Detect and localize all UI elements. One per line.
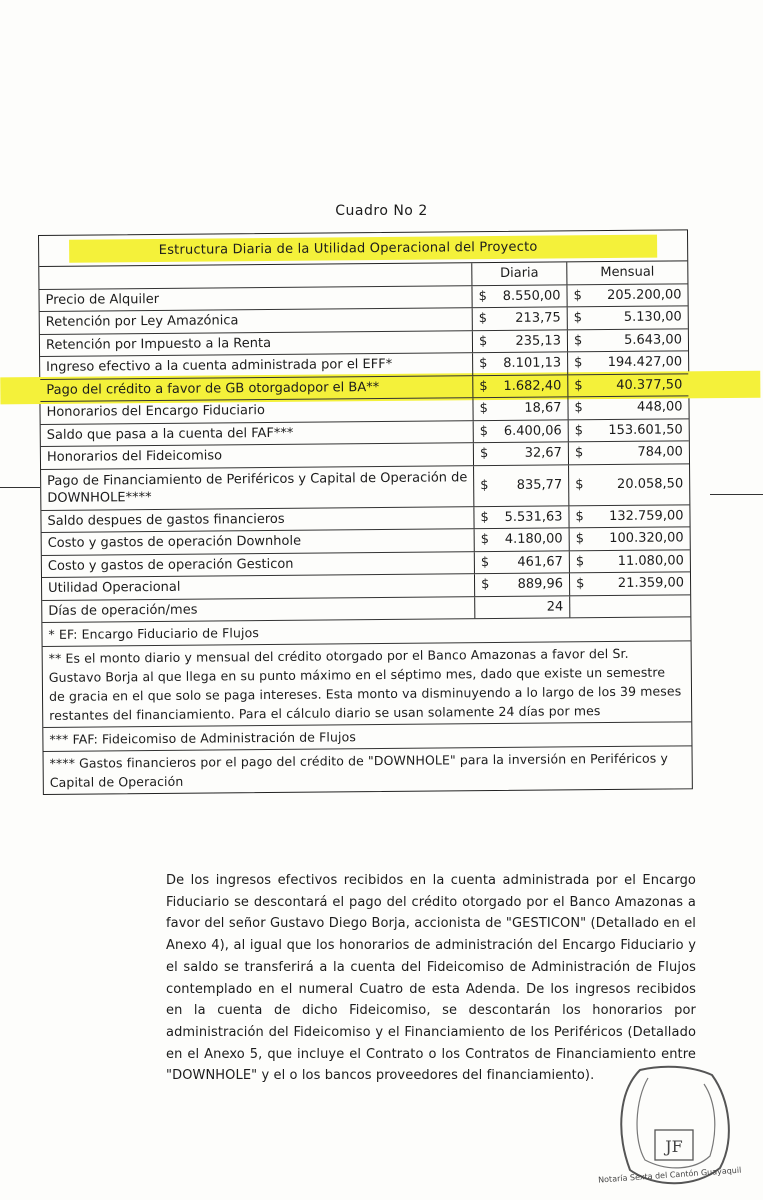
footnote-1: * EF: Encargo Fiduciario de Flujos: [42, 617, 690, 647]
currency-symbol: $: [575, 553, 585, 570]
currency-symbol: $: [479, 378, 488, 394]
currency-symbol: $: [574, 355, 583, 371]
mensual-value: 20.058,50: [616, 476, 684, 492]
diaria-value: 8.550,00: [502, 288, 561, 304]
row-label: Costo y gastos de operación Downhole: [47, 533, 302, 552]
diaria-cell: [473, 420, 569, 442]
currency-symbol: $: [576, 576, 585, 592]
mensual-value: 100.320,00: [609, 530, 684, 547]
currency-symbol: $: [575, 531, 585, 547]
currency-symbol: $: [478, 288, 487, 304]
mensual-value: 5.643,00: [623, 332, 683, 348]
currency-symbol: $: [479, 423, 489, 439]
mensual-cell: [568, 306, 688, 329]
margin-mark-right: [710, 494, 763, 495]
diaria-cell: [472, 375, 568, 397]
mensual-value: 448,00: [636, 399, 683, 416]
diaria-cell: [472, 397, 568, 419]
table-row: [41, 464, 689, 511]
row-label: Ingreso efectivo a la cuenta administrada por el EFF*: [46, 357, 393, 376]
mensual-cell: [567, 284, 687, 307]
mensual-cell: [568, 374, 688, 397]
diaria-cell: [472, 307, 568, 329]
mensual-cell: [570, 572, 690, 595]
mensual-value: 205.200,00: [607, 287, 682, 303]
currency-symbol: $: [573, 310, 583, 326]
row-label: Costo y gastos de operación Gesticon: [47, 556, 294, 574]
row-label: Pago de Financiamiento de Periféricos y Capital de Operación de DOWNHOLE****: [47, 469, 468, 506]
diaria-cell: [474, 528, 570, 550]
days-value: 24: [546, 599, 564, 615]
currency-symbol: $: [480, 532, 490, 548]
currency-symbol: $: [574, 423, 584, 439]
diaria-cell: [473, 506, 569, 528]
table-caption: Cuadro No 2: [335, 203, 428, 219]
diaria-value: 889,96: [517, 576, 564, 593]
diaria-value: 4.180,00: [504, 531, 563, 548]
currency-symbol: $: [574, 378, 583, 394]
diaria-value: 835,77: [516, 477, 563, 493]
footnote-3: *** FAF: Fideicomiso de Administración de Flujos: [43, 722, 691, 752]
mensual-cell: [569, 464, 689, 505]
mensual-value: 194.427,00: [607, 354, 683, 371]
diaria-value: 213,75: [515, 310, 561, 327]
diaria-cell: [474, 551, 570, 573]
row-label: Utilidad Operacional: [48, 580, 181, 597]
table-title: Estructura Diaria de la Utilidad Operacional del Proyecto: [69, 234, 658, 262]
mensual-value: 21.359,00: [617, 575, 685, 592]
column-header-diaria: [471, 262, 567, 284]
table-body: [39, 284, 690, 601]
currency-symbol: $: [481, 577, 490, 593]
row-label: Retención por Ley Amazónica: [45, 313, 239, 331]
mensual-value: 11.080,00: [617, 553, 684, 569]
diaria-cell: [471, 285, 567, 307]
row-label: Saldo despues de gastos financieros: [47, 511, 285, 529]
mensual-value: 5.130,00: [623, 309, 682, 326]
mensual-value: 784,00: [637, 444, 683, 461]
seal-text: Notaría Sexta del Cantón Guayaquil: [597, 1165, 742, 1185]
row-label: Honorarios del Encargo Fiduciario: [46, 403, 265, 421]
mensual-cell: [570, 550, 690, 573]
mensual-cell: [570, 527, 690, 550]
currency-symbol: $: [479, 401, 488, 417]
column-header-diaria-text: Diaria: [500, 265, 539, 282]
currency-symbol: $: [573, 288, 582, 304]
currency-symbol: $: [574, 445, 584, 461]
diaria-cell: [474, 573, 570, 595]
mensual-cell: [569, 419, 689, 442]
seal-mark: JF: [665, 1137, 683, 1156]
diaria-cell: [473, 442, 569, 464]
mensual-value: 40.377,50: [616, 377, 683, 393]
days-label: Días de operación/mes: [48, 602, 198, 619]
currency-symbol: $: [575, 477, 584, 493]
currency-symbol: $: [480, 478, 489, 494]
diaria-value: 1.682,40: [503, 378, 562, 394]
diaria-cell: [473, 465, 569, 506]
diaria-value: 6.400,06: [503, 423, 562, 439]
row-label: Retención por Impuesto a la Renta: [45, 335, 272, 353]
footnote-2: ** Es el monto diario y mensual del crédito otorgado por el Banco Amazonas a favor del Sr. Gustavo Borja al que llega en su punto máximo en el séptimo mes, dado que existe un semestre de gracia en el que solo se paga intereses. Esta monto va disminuyendo a lo largo de los 39 meses restantes del financiamiento. Para el cálculo diario se usan solamente 24 días por mes: [43, 641, 692, 728]
mensual-cell: [569, 441, 689, 464]
mensual-cell: [568, 396, 688, 419]
mensual-value: 132.759,00: [608, 508, 684, 524]
currency-symbol: $: [573, 333, 583, 349]
currency-symbol: $: [574, 400, 583, 416]
currency-symbol: $: [479, 356, 488, 372]
margin-mark-left: [0, 487, 40, 488]
row-label: Pago del crédito a favor de GB otorgadopor el BA**: [46, 379, 380, 398]
diaria-cell: [472, 352, 568, 374]
diaria-cell: [472, 330, 568, 352]
row-label: Honorarios del Fideicomiso: [46, 448, 223, 466]
column-header-mensual: [567, 261, 687, 284]
mensual-cell: [568, 329, 688, 352]
row-label: Saldo que pasa a la cuenta del FAF***: [46, 425, 294, 443]
operational-structure-table: [38, 229, 693, 795]
header-blank: [39, 274, 471, 278]
body-paragraph: De los ingresos efectivos recibidos en la cuenta administrada por el Encargo Fiduciario se descontará el pago del crédito otorgado por el Banco Amazonas a favor del señor Gustavo Diego Borja, accionista de "GESTICON" (Detallado en el Anexo 4), al igual que los honorarios de administración del Encargo Fiduciario y el saldo se transferirá a la cuenta del Fideicomiso de Administración de Flujos contemplado en el numeral Cuatro de esta Adenda. De los ingresos recibidos en la cuenta de dicho Fideicomiso, se descontarán los honorarios por administración del Fideicomiso y el Financiamiento de los Periféricos (Detallado en el Anexo 5, que incluye el Contrato o los Contratos de Financiamiento entre "DOWNHOLE" y el o los bancos proveedores del financiamiento).: [166, 873, 696, 1084]
currency-symbol: $: [479, 446, 489, 462]
days-value-cell: [474, 596, 570, 618]
mensual-value: 153.601,50: [608, 422, 683, 438]
days-empty-cell: [570, 595, 690, 618]
footnote-4: **** Gastos financieros por el pago del crédito de "DOWNHOLE" para la inversión en Periféricos y Capital de Operación: [49, 750, 669, 790]
row-label: Precio de Alquiler: [45, 291, 160, 308]
diaria-value: 18,67: [524, 400, 562, 417]
mensual-cell: [568, 351, 688, 374]
currency-symbol: $: [480, 509, 489, 525]
currency-symbol: $: [480, 554, 490, 570]
diaria-value: 32,67: [524, 445, 562, 462]
diaria-value: 8.101,13: [503, 355, 562, 372]
diaria-value: 235,13: [515, 333, 562, 349]
diaria-value: 5.531,63: [504, 509, 563, 525]
currency-symbol: $: [478, 311, 488, 327]
currency-symbol: $: [575, 508, 584, 525]
column-header-mensual-text: Mensual: [600, 264, 655, 281]
diaria-value: 461,67: [517, 554, 563, 570]
mensual-cell: [569, 505, 689, 528]
currency-symbol: $: [478, 333, 488, 349]
